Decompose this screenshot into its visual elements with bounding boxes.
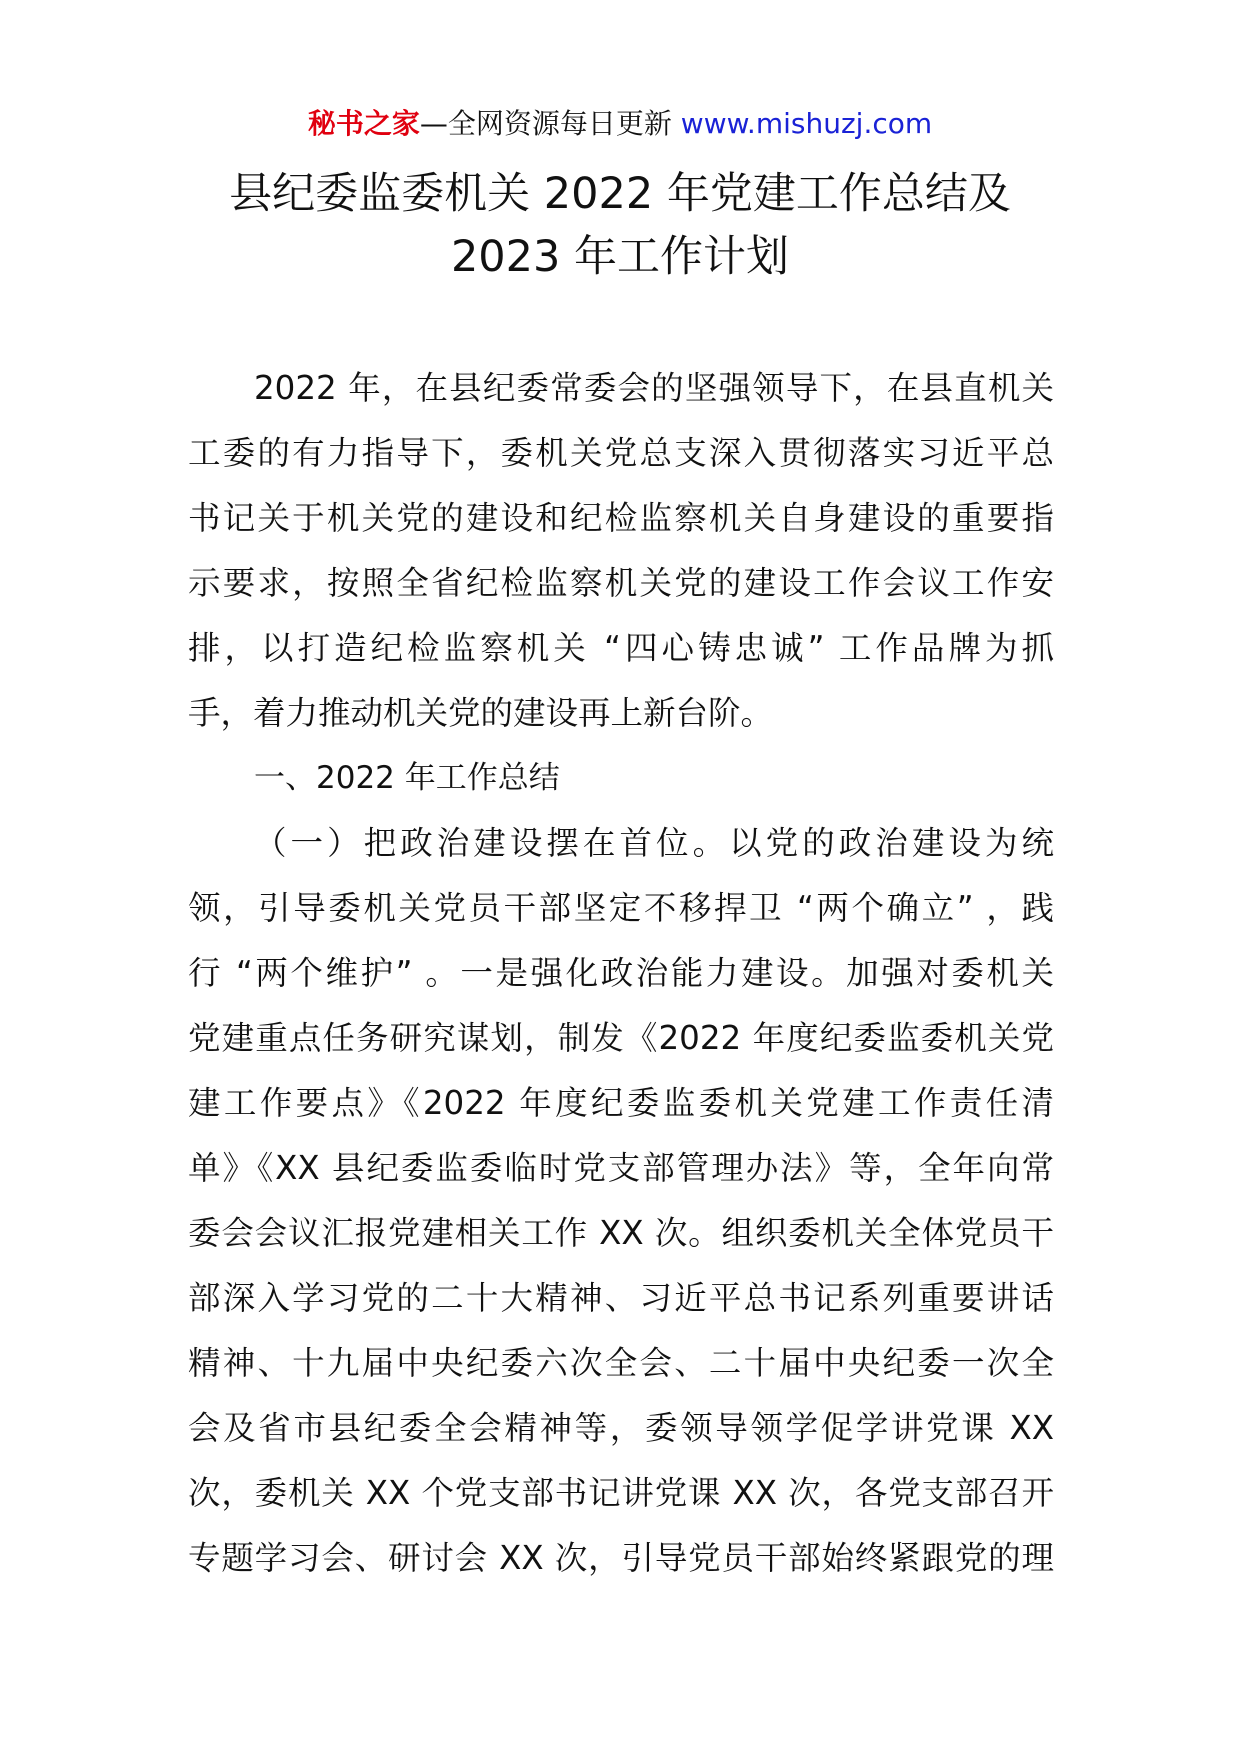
document-body [188, 356, 1054, 1591]
section-line: 专题学习会、研讨会 XX 次，引导党员干部始终紧跟党的理 [188, 1539, 1054, 1577]
site-brand: 秘书之家 [307, 107, 420, 140]
site-tagline: —全网资源每日更新 [419, 107, 672, 140]
intro-line: 工委的有力指导下，委机关党总支深入贯彻落实习近平总 [188, 434, 1054, 472]
intro-line: 示要求，按照全省纪检监察机关党的建设工作会议工作安 [188, 564, 1054, 602]
section-line: 党建重点任务研究谋划，制发《2022 年度纪委监委机关党 [188, 1019, 1054, 1057]
section-line: 次，委机关 XX 个党支部书记讲党课 XX 次，各党支部召开 [188, 1474, 1054, 1512]
intro-line: 书记关于机关党的建设和纪检监察机关自身建设的重要指 [188, 499, 1054, 537]
section-line: 领，引导委机关党员干部坚定不移捍卫 “两个确立” ，践 [188, 889, 1054, 927]
section-heading: 一、2022 年工作总结 [254, 760, 560, 796]
section-line: 委会会议汇报党建相关工作 XX 次。组织委机关全体党员干 [188, 1214, 1054, 1252]
section-line: 建工作要点》《2022 年度纪委监委机关党建工作责任清 [188, 1084, 1054, 1122]
section-line: 精神、十九届中央纪委六次全会、二十届中央纪委一次全 [188, 1344, 1054, 1382]
section-line: 单》《XX 县纪委监委临时党支部管理办法》等，全年向常 [188, 1149, 1054, 1187]
site-url-link[interactable]: www.mishuzj.com [680, 107, 933, 140]
intro-line: 排，以打造纪检监察机关 “四心铸忠诚” 工作品牌为抓 [188, 629, 1054, 667]
section-line: （一）把政治建设摆在首位。以党的政治建设为统 [254, 824, 1054, 862]
document-title-line-1: 县纪委监委机关 2022 年党建工作总结及 [229, 169, 1011, 219]
intro-line: 2022 年，在县纪委常委会的坚强领导下，在县直机关 [254, 369, 1054, 407]
section-line: 部深入学习党的二十大精神、习近平总书记系列重要讲话 [188, 1279, 1054, 1317]
site-header [0, 104, 1240, 144]
section-line: 行 “两个维护” 。一是强化政治能力建设。加强对委机关 [188, 954, 1054, 992]
document-title-line-2: 2023 年工作计划 [450, 232, 790, 282]
section-line: 会及省市县纪委全会精神等，委领导领学促学讲党课 XX [188, 1409, 1054, 1447]
intro-line: 手，着力推动机关党的建设再上新台阶。 [188, 694, 774, 732]
